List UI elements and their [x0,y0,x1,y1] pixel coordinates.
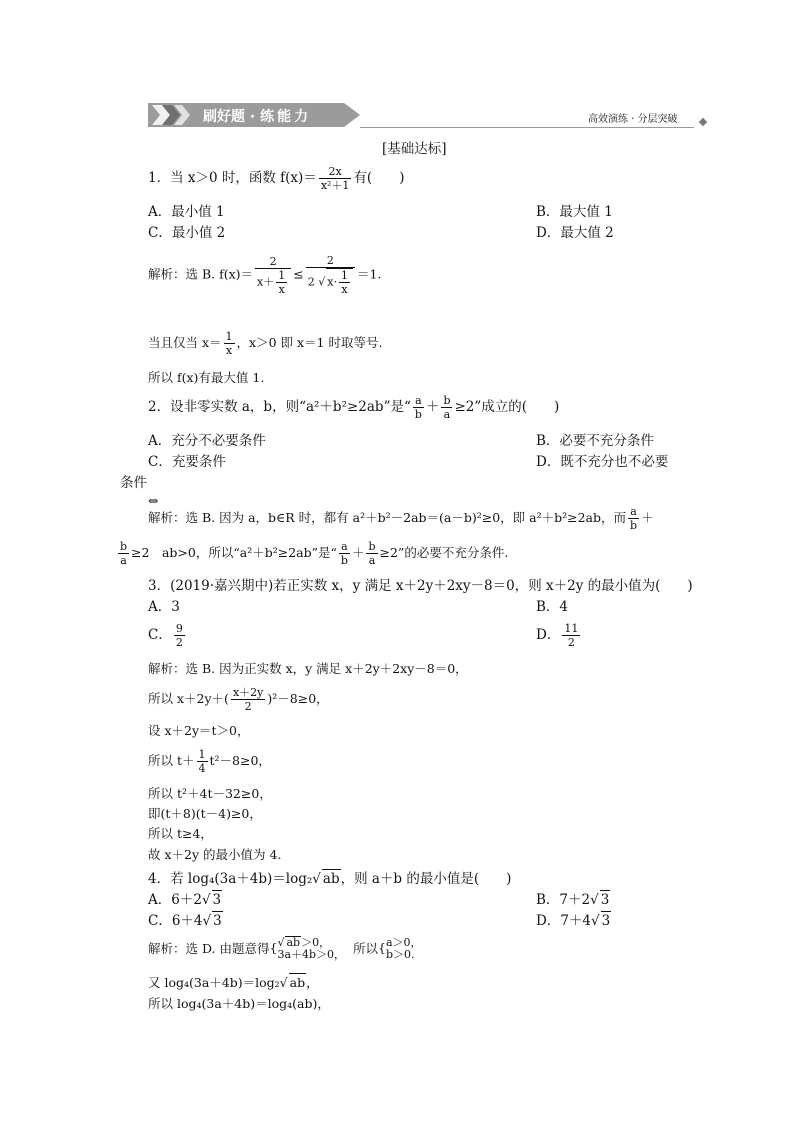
q4-option-d-pre: D．7＋4 [536,913,592,929]
q3-solution-line3: 设 x＋2y＝t＞0， [148,723,250,738]
q3-option-d [536,622,582,649]
q1-option-c: C．最小值 2 [148,225,226,241]
q2-sol-text-a: 解析：选 B. 因为 a，b∈R 时，都有 a²＋b²－2ab＝(a－b)²≥0，即 a²＋b²≥2ab，而 [148,510,627,525]
q1-solution-line3: 所以 f(x)有最大值 1. [148,370,265,385]
q2-stem-text-b: ≥2”成立的( ) [454,399,560,415]
q4-option-d: D．7＋4√ 3 [536,913,611,929]
q3-sol4-fraction [197,748,208,775]
q4-sol1-system-2 [386,937,422,961]
q2-stem-f2-num: b [443,394,451,407]
q4-option-c: C．6＋4√ 3 [148,913,222,929]
q3-solution-line6: 即(t＋8)(t－4)≥0， [148,806,262,821]
q3-solution-line1: 解析：选 B. 因为正实数 x，y 满足 x＋2y＋2xy－8＝0， [148,661,468,676]
q2-stem-text-a: 2．设非零实数 a，b，则“a²＋b²≥2ab”是“ [148,399,411,415]
q4-stem: 4．若 log₄(3a＋4b)＝log₂√ ab，则 a＋b 的最小值是( ) [148,871,512,887]
q2-option-a: A．充分不必要条件 [148,433,266,449]
q1-sol2-denominator: x [225,344,233,357]
q2-sol2-f3-num: b [368,540,376,553]
q1-sol2-text-b: ，x＞0 即 x＝1 时取等号. [236,335,383,350]
q2-sol2-text-a: ≥2 ab>0，所以“a²＋b²≥2ab”是“ [131,545,337,560]
q4-stem-sqrt: ab [322,871,340,887]
q3-sol4-text-b: t²－8≥0， [209,753,271,768]
q3-solution-line5: 所以 t²＋4t－32≥0， [148,786,272,801]
q3-option-c-num: 9 [175,622,183,635]
q2-sol2-fraction-2 [339,540,350,567]
q4-option-b-pre: B．7＋2 [536,892,591,908]
q1-sol-f2-sqrt-text: x· [327,275,337,289]
q1-solution-line1 [148,254,381,296]
q2-stem-fraction-1 [413,394,424,421]
q3-option-c-label: C． [148,627,172,643]
q4-sol1-b1-tail: ＞0， [301,936,331,949]
q3-solution-line7: 所以 t≥4， [148,826,213,841]
q2-option-d-tail: 条件 [120,475,147,491]
q1-sol-f2-sqrt-num: 1 [340,269,348,282]
q3-sol2-text-b: ²－8≥0， [272,691,329,706]
q1-option-a: A．最小值 1 [148,204,225,220]
q4-stem-text-b: ，则 a＋b 的最小值是( ) [340,871,512,887]
q2-stem-f1-den: b [414,408,422,421]
q1-sol2-fraction [224,330,235,357]
q3-option-d-den: 2 [567,636,575,649]
q1-sol-f1-den-den: x [278,282,285,296]
q2-stem-f1-num: a [413,394,424,408]
q1-stem-numerator: 2x [319,165,352,179]
q2-sol-f1-num: a [628,505,639,519]
q3-option-d-num: 11 [564,622,579,635]
q4-sol2-text-a: 又 log₄(3a＋4b)＝log₂ [148,975,280,990]
q4-option-a: A．6＋2√ 3 [148,892,222,908]
q2-stem-plus: ＋ [425,399,440,415]
q3-sol4-text-a: 所以 t＋ [148,753,195,768]
q1-sol-f1-den-fraction [276,269,287,296]
q3-sol2-den: 2 [244,700,252,713]
q3-sol4-num: 1 [198,748,206,761]
q4-option-a-sqrt: 3 [212,892,222,908]
q4-solution-line2: 又 log₄(3a＋4b)＝log₂√ ab， [148,975,319,990]
q1-option-b: B．最大值 1 [536,204,613,220]
q4-sol1-system-2-row2: b＞0. [385,947,415,961]
q1-sol-f2-sqrt-den: x [341,283,348,296]
q1-sol-f2-sqrt [326,268,353,296]
q3-solution-line4 [148,748,271,775]
q4-option-b-sqrt: 3 [600,892,610,908]
q1-sol-eq: ＝1. [356,266,382,282]
header-right-tag: 高效演练 · 分层突破 [588,114,678,125]
q2-sol2-fraction-3 [366,540,377,567]
q4-sol2-text-b: ， [306,975,319,990]
q3-option-d-label: D． [536,627,561,643]
q2-sol2-f2-num: a [339,540,350,554]
q1-sol2-numerator: 1 [225,330,233,343]
q1-sol-f2-numerator: 2 [306,254,355,268]
q4-sol1-text-a: 解析：选 D. 由题意得 [148,941,270,956]
q2-sol2-f2-den: b [340,554,348,567]
q1-sol-fraction-1 [255,255,291,296]
q1-sol-fraction-2 [306,254,355,296]
q2-sol2-f3-den: a [368,554,376,567]
q3-solution-line2: 所以 x＋2y＋( $\frac{x+2y}{2}$ )²－8≥0， [148,686,329,713]
q2-solution-line1 [148,505,654,532]
q4-sol1-system-1-row2: 3a＋4b＞0， [277,948,346,961]
q1-solution-line2 [148,330,382,357]
q1-sol2-text-a: 当且仅当 x＝ [148,335,222,350]
diamond-icon [699,118,707,126]
q4-solution-line1: 解析：选 D. 由题意得{ √ ab＞0， 3a＋4b＞0， 所以{ a＞0， b＞0. [148,935,422,961]
q3-sol2-fraction [231,686,265,713]
q1-stem-denominator: x²＋1 [320,179,350,192]
q2-option-d: D．既不充分也不必要 [536,454,669,470]
q4-option-c-pre: C．6＋4 [148,913,203,929]
q1-sol-le: ≤ [293,266,304,282]
q2-sol2-text-b: ≥2”的必要不充分条件. [379,545,509,560]
q1-stem [148,165,404,192]
q2-option-b: B．必要不充分条件 [536,433,654,449]
banner-title-right: 练能力 [260,109,312,125]
q1-sol-f2-denominator: 2 √ x· $\frac{1}{x}$ [306,268,355,296]
q1-sol-f2-den-text: 2 [307,275,315,289]
q2-solution-line2 [116,540,508,567]
q1-sol-f1-den-text: x＋ [257,275,275,288]
q4-sol1-b1-sqrt: ab [286,936,301,949]
q1-stem-fraction [319,165,352,192]
q4-solution-line3: 所以 log₄(3a＋4b)＝log₄(ab)， [148,996,330,1011]
q2-sol-f1-den: b [630,519,638,532]
q1-sol-f1-numerator: 2 [255,255,291,269]
q4-option-a-pre: A．6＋2 [148,892,202,908]
q3-option-b: B．4 [536,599,569,615]
q1-sol-text-a: 解析：选 B. f(x)＝ [148,266,254,282]
banner-title [203,106,311,126]
q3-sol2-num: x＋2y [232,686,264,699]
q2-arrow: ⇔ [148,493,159,508]
q2-sol2-f-num: b [120,540,128,553]
q4-option-d-sqrt: 3 [601,913,611,929]
q3-option-c-den: 2 [175,636,183,649]
q2-sol-plus: ＋ [641,510,654,525]
q1-option-d: D．最大值 2 [536,225,614,241]
q3-stem: 3．(2019·嘉兴期中)若正实数 x，y 满足 x＋2y＋2xy－8＝0，则 x＋2y 的最小值为( ) [148,578,693,594]
q3-sol4-den: 4 [198,762,206,775]
q4-sol1-system-1-row1: √ ab＞0， [277,936,331,949]
q3-sol2-text-a: 所以 x＋2y＋ [148,691,225,706]
banner-title-left: 刷好题 · [203,109,261,125]
q2-option-c: C．充要条件 [148,454,226,470]
q4-option-c-sqrt: 3 [213,913,222,929]
q3-option-c [148,622,187,649]
q4-stem-text-a: 4．若 log₄(3a＋4b)＝log₂ [148,871,313,887]
q4-sol1-system-1 [277,936,345,961]
q1-sol-f2-sqrt-fraction [339,269,350,296]
q3-option-c-fraction [174,622,185,649]
q2-sol-fraction-1 [628,505,639,532]
section-title: [基础达标] [382,141,447,157]
q1-stem-text-b: 有( ) [353,170,405,186]
q2-stem [148,394,559,421]
q2-stem-f2-den: a [443,408,451,421]
q4-sol1-mid: 所以 [353,941,379,956]
q2-sol2-f-den: a [120,554,127,567]
q3-option-a: A．3 [148,599,180,615]
q3-option-d-fraction [562,622,580,649]
q1-stem-text-a: 1．当 x＞0 时，函数 f(x)＝ [148,170,317,186]
header-rule [360,127,694,128]
q4-sol2-sqrt: ab [289,975,306,990]
q1-sol-f1-denominator [255,269,291,296]
q4-sol1-system-2-row1: a＞0， [385,935,422,949]
q4-option-b: B．7＋2√ 3 [536,892,610,908]
q1-sol-f1-den-num: 1 [278,268,286,282]
q2-sol2-plus: ＋ [351,545,365,560]
q3-solution-line8: 故 x＋2y 的最小值为 4. [148,847,282,862]
q2-sol2-fraction-1 [118,540,129,567]
q2-stem-fraction-2 [441,394,452,421]
